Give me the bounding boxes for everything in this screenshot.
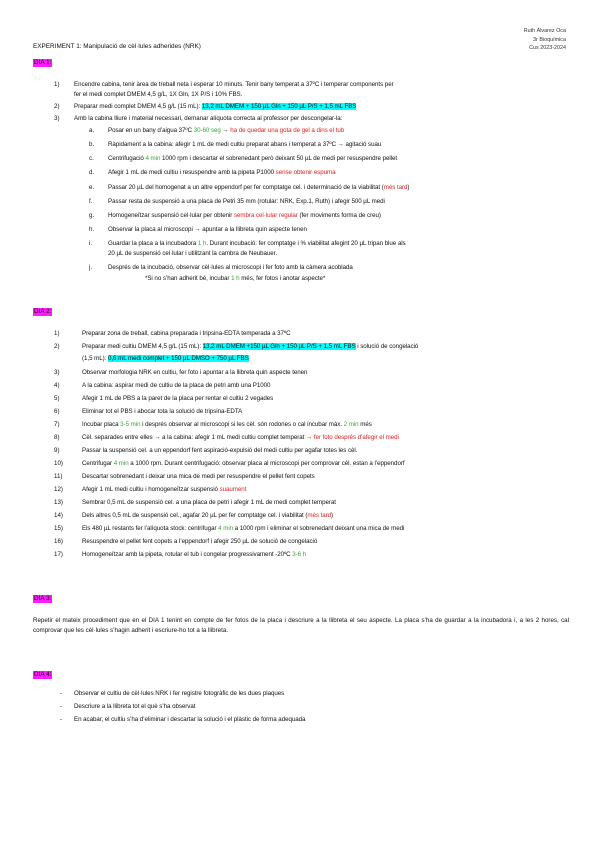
warning-text: sense obtenir espuma [275,169,336,176]
step-number: 13) [54,499,63,506]
step-text: Centrifugació [108,155,146,162]
day3-paragraph: Repetir el mateix procediment que en el DIA 1 tenint en compte de fer fotos de la placa i descriure a la llibreta el seu aspecte. La placa s’ha de guardar a la incubadora i, a les 2 hores, cal comprovar que les cèl·lules s’hagin adherit i escriure-ho tot a la llibreta. [33,617,569,634]
day2-step2 [82,343,418,351]
day2-step15 [82,525,404,533]
step-text: i solució de congelació [355,343,419,350]
day1-substep-c [108,155,397,163]
day2-step10 [82,460,405,468]
day1-substep-i [108,240,406,248]
step-text: Afegir 1 mL medi cultiu i homogeneïtzar suspensió [82,486,220,493]
step-text: 1000 rpm i descartar el sobrenedant però deixant 50 µL de medi per resuspendre pellet [160,155,398,162]
step-number: 2) [54,343,60,350]
step-number: 16) [54,538,63,545]
day4-item3: En acabar, el cultiu s’ha d’eliminar i descartar la solució i el plàstic de forma adequada [74,716,306,723]
step-text: a 1000 rpm i eliminar el sobrenedant deixant una mica de medi [233,525,405,532]
day1-step1-cont: fer el medi complet DMEM 4,5 g/L, 1X Gln, 1X P/S i 10% FBS. [74,91,243,98]
day1-substep-j-note [145,275,325,283]
day1-substep-a [108,127,344,135]
step-number: 3) [54,115,60,122]
day2-step16: Resuspendre el pellet fent copets a l’eppendorf i afegir 250 µL de solució de congelació [82,538,318,545]
author-name: Ruth Álvarez Oca [523,28,566,34]
time-highlight: 4 min [218,525,234,532]
substep-letter: i. [89,240,93,247]
day2-step12 [82,486,246,494]
substep-letter: b. [89,141,95,148]
step-number: 14) [54,512,63,519]
day1-substep-f: Passar resta de suspensió a una placa de Petri 35 mm (rotular: NRK, Exp.1, Ruth) i afegir 500 µL medi [108,198,385,205]
step-number: 5) [54,395,60,402]
author-course: 3r Bioquímica [533,36,566,43]
substep-letter: g. [89,212,95,219]
step-number: 11) [54,473,63,480]
freezing-recipe: 0,6 mL medi complet + 150 µL DMSO + 750 µL FBS [107,355,249,362]
time-highlight: 30-60 seg [193,127,221,134]
day2-step9: Passar la suspensió cel. a un eppendorf fent aspiració-expulsió del medi cultiu per agafar totes les cèl. [82,447,358,454]
day2-step13: Sembrar 0,5 mL de suspensió cel. a una placa de petri i afegir 1 mL de medi complet temperat [82,499,336,506]
substep-letter: e. [89,184,95,191]
day1-heading: DIA 1: [34,59,52,66]
warning-text: fer foto després d’afegir el medi [313,434,399,441]
step-text: (1,5 mL): [82,355,108,362]
step-number: 6) [54,408,60,415]
warning-text: suaument [219,486,247,493]
warning-text: sembra cel·lular regular [234,212,298,219]
step-text: Afegir 1 mL de medi cultiu i resuspendre amb la pipeta P1000 [108,169,276,176]
bullet-dash: - [60,703,63,710]
substep-letter: d. [89,169,95,176]
day2-step5: Afegir 1 mL de PBS a la paret de la placa per rentar el cultiu 2 vegades [82,395,274,402]
step-number: 7) [54,421,60,428]
day2-step8 [82,434,399,442]
time-highlight: 4 min [113,460,129,467]
warning-text: ha de quedar una gota de gel a dins el tub [230,127,345,134]
step-text: (fer moviments forma de creu) [297,212,381,219]
step-text: Centrifugar [82,460,114,467]
day3-heading: DIA 3: [34,595,52,602]
bullet-dash: - [60,690,63,697]
step-text: Cèl. separades entre elles → a la cabina: afegir 1 mL medi cultiu complet temperat → [82,434,314,441]
day2-step17 [82,551,306,559]
step-text: Homogeneïtzar suspensió cel·lular per obtenir [108,212,234,219]
step-text: Els 480 µL restants fer l’alíquota stock: centrifugar [82,525,219,532]
author-block [524,27,566,53]
step-text: Incubar placa [82,421,121,428]
warning-text: més tard [307,512,332,519]
step-number: 1) [54,330,60,337]
step-number: 4) [54,382,60,389]
step-text: ) [407,184,410,191]
time-highlight: 3-6 h [292,551,307,558]
step-text: Dels altres 0,5 mL de suspensió cel., agafar 20 µL per fer comptatge cel. i viabilitat ( [82,512,308,519]
time-highlight: 4 min [145,155,161,162]
day1-substep-b: Ràpidament a la cabina: afegir 1 mL de medi cultiu preparat abans i temperat a 37ºC → agitació suau [108,141,382,148]
bullet-dash: - [60,716,63,723]
arrow-text: → [220,127,231,134]
time-highlight: 3-5 min [120,421,141,428]
step-number: 10) [54,460,63,467]
substep-letter: j. [89,264,93,271]
step-number: 9) [54,447,60,454]
day4-heading: DIA 4: [34,671,52,678]
step-text: i després observar al microscopi si les cèl. són rodones o cal incubar màx. [140,421,344,428]
step-number: 3) [54,369,60,376]
day2-step14 [82,512,333,520]
step-text: Guardar la placa a la incubadora [108,240,198,247]
day1-substep-j: Després de la incubació, observar cèl·lules al microscopi i fer foto amb la càmera acoblada [108,264,353,271]
step-text: Posar en un bany d’aigua 37ºC [108,127,194,134]
medium-recipe: 13,2 mL DMEM +150 µL Gln + 150 µL P/S + 1,5 mL FBS [202,343,356,350]
step-text: Preparar medi cultiu DMEM 4,5 g/L (15 mL): [82,343,203,350]
day2-step1: Preparar zona de treball, cabina preparada i tripsina-EDTA temperada a 37ºC [82,330,291,337]
step-number: 8) [54,434,60,441]
day2-step3: Observar morfologia NRK en cultiu, fer foto i apuntar a la llibreta quin aspecte tenen [82,369,308,376]
step-number: 17) [54,551,63,558]
day4-item2: Descriure a la llibreta tot el què s’ha observat [74,703,196,710]
warning-text: més tard [383,184,408,191]
day2-step6: Eliminar tot el PBS i abocar tota la solució de tripsina-EDTA [82,408,243,415]
day2-step4: A la cabina: aspirar medi de cultiu de la placa de petri amb una P1000 [82,382,271,389]
step-text: Homogeneïtzar amb la pipeta, rotular el tub i congelar progressivament -20ºC [82,551,293,558]
step-text: més [358,421,372,428]
step-text: Passar 20 µL del homogenat a un altre eppendorf per fer comptatge cel. i determinació de la viabilitat ( [108,184,384,191]
step-number: 15) [54,525,63,532]
day1-substep-i-cont: 20 µL de suspensió cel·lular i utilitzant la cambra de Neubauer. [108,250,278,257]
day2-heading: DIA 2: [34,308,52,315]
step-number: 12) [54,486,63,493]
time-highlight: 1 h [197,240,207,247]
substep-letter: f. [89,198,93,205]
day4-item1: Observar el cultiu de cèl·lules NRK i fer registre fotogràfic de les dues plaques [74,690,285,697]
day1-step3: Amb la cabina lliure i material necessari, demanar alíquota correcta al professor per descongelar-la: [74,115,343,122]
step-number: 2) [54,103,60,110]
day2-step2-cont [82,355,249,363]
document-title: EXPERIMENT 1: Manipulació de cèl·lules adherides (NRK) [33,43,201,50]
day1-substep-d [108,169,336,177]
time-highlight: 2 min [343,421,359,428]
day1-step2 [74,103,356,111]
note-text: més, fer fotos i anotar aspecte* [239,275,326,282]
day2-step7 [82,421,372,429]
day1-substep-g [108,212,381,220]
substep-letter: c. [89,155,94,162]
step-text: Preparar medi complet DMEM 4,5 g/L (15 mL): [74,103,202,110]
author-year: Cus 2023-2024 [529,45,566,52]
medium-recipe: 13,2 mL DMEM + 150 µL Gln + 150 µL P/S + 1,5 mL FBS [201,103,357,110]
day1-step1: Encendre cabina, tenir àrea de treball neta i esperar 10 minuts. Tenir bany temperat a 37ºC i temperar components per [74,81,394,88]
step-text: ) [331,512,334,519]
substep-letter: h. [89,226,95,233]
note-text: *Si no s’han adherit bé, incubar [145,275,232,282]
step-text: a 1000 rpm. Durant centrifugació: observar placa al microscopi per comprovar cèl. estan a l’eppendorf [128,460,405,467]
day1-substep-e [108,184,409,192]
day2-step11: Descartar sobrenedant i deixar una mica de medi per resuspendre el pellet fent copets [82,473,315,480]
substep-letter: a. [89,127,95,134]
step-text: . Durant incubació: fer comptatge i % viabilitat afegint 20 µL tripan blue als [206,240,406,247]
day1-substep-h: Observar la placa al microscopi → apuntar a la llibreta quin aspecte tenen [108,226,307,233]
time-highlight: 1 h [231,275,240,282]
step-number: 1) [54,81,60,88]
